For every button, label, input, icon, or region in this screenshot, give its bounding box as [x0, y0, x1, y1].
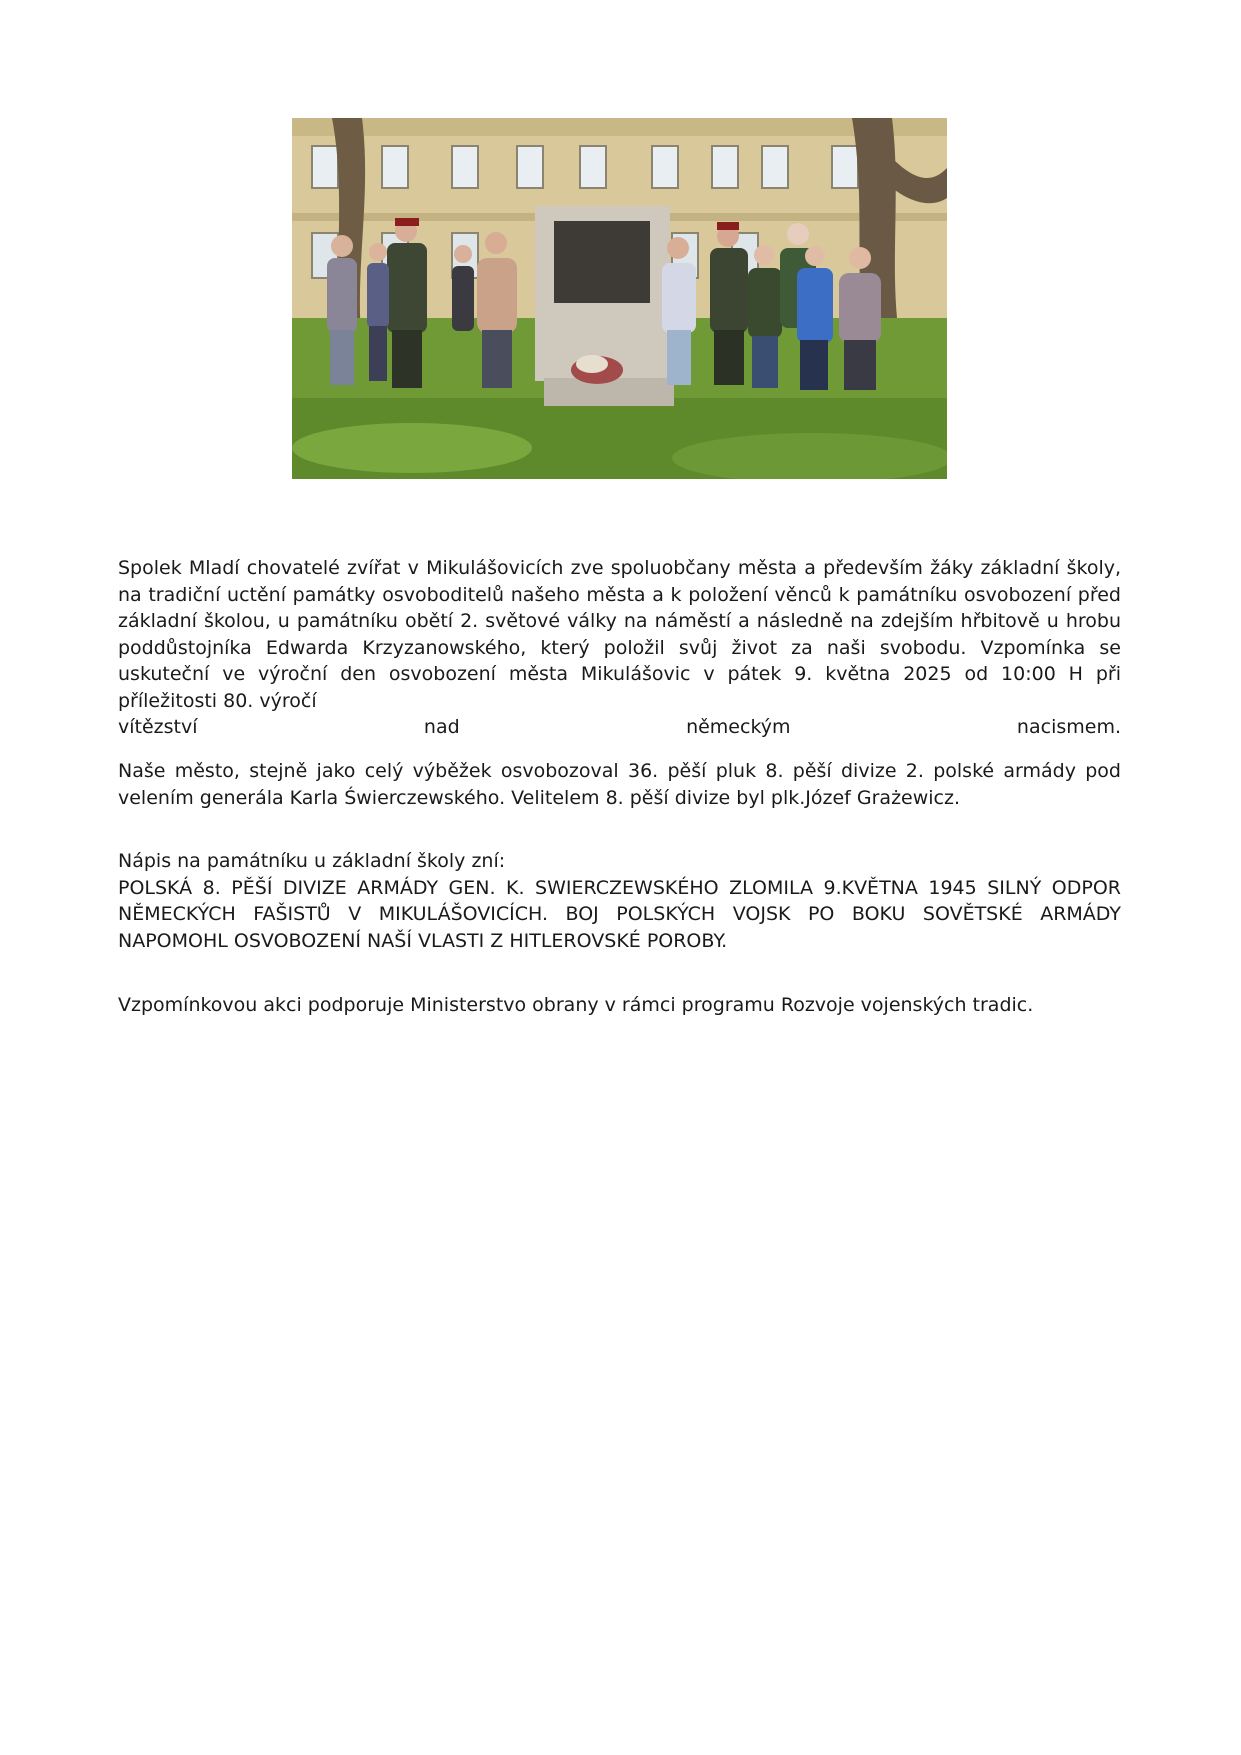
- invitation-last-line: vítězství nad německým nacismem.: [118, 716, 1121, 738]
- invitation-paragraph: [118, 555, 1121, 741]
- invitation-text: Spolek Mladí chovatelé zvířat v Mikulášovicích zve spoluobčany města a především žáky základní školy, na tradiční uctění památky osvoboditelů našeho města a k položení věnců k památníku osvobození před základní školou, u památníku obětí 2. světové války na náměstí a následně na zdejším hřbitově u hrobu poddůstojníka Edwarda Krzyzanowského, který položil svůj život za naši svobodu. Vzpomínka se uskuteční ve výroční den osvobození města Mikulášovic v pátek 9. května 2025 od 10:00 H při příležitosti 80. výročí: [118, 557, 1121, 712]
- memorial-group-photo: [292, 118, 947, 479]
- photo-illustration: [292, 118, 947, 479]
- inscription-text: POLSKÁ 8. PĚŠÍ DIVIZE ARMÁDY GEN. K. SWIERCZEWSKÉHO ZLOMILA 9.KVĚTNA 1945 SILNÝ ODPOR NĚMECKÝCH FAŠISTŮ V MIKULÁŠOVICÍCH. BOJ POLSKÝCH VOJSK PO BOKU SOVĚTSKÉ ARMÁDY NAPOMOHL OSVOBOZENÍ NAŠÍ VLASTI Z HITLEROVSKÉ POROBY.: [118, 876, 1121, 952]
- inscription-section: [118, 848, 1121, 954]
- liberation-text: Naše město, stejně jako celý výběžek osvobozoval 36. pěší pluk 8. pěší divize 2. polské armády pod velením generála Karla Świerczewského. Velitelem 8. pěší divize byl plk.Józef Grażewicz.: [118, 760, 1121, 809]
- support-text: Vzpomínkovou akci podporuje Ministerstvo obrany v rámci programu Rozvoje vojenských tradic.: [118, 994, 1034, 1016]
- support-paragraph: [118, 992, 1121, 1019]
- liberation-paragraph: [118, 758, 1121, 811]
- inscription-intro: Nápis na památníku u základní školy zní:: [118, 850, 506, 872]
